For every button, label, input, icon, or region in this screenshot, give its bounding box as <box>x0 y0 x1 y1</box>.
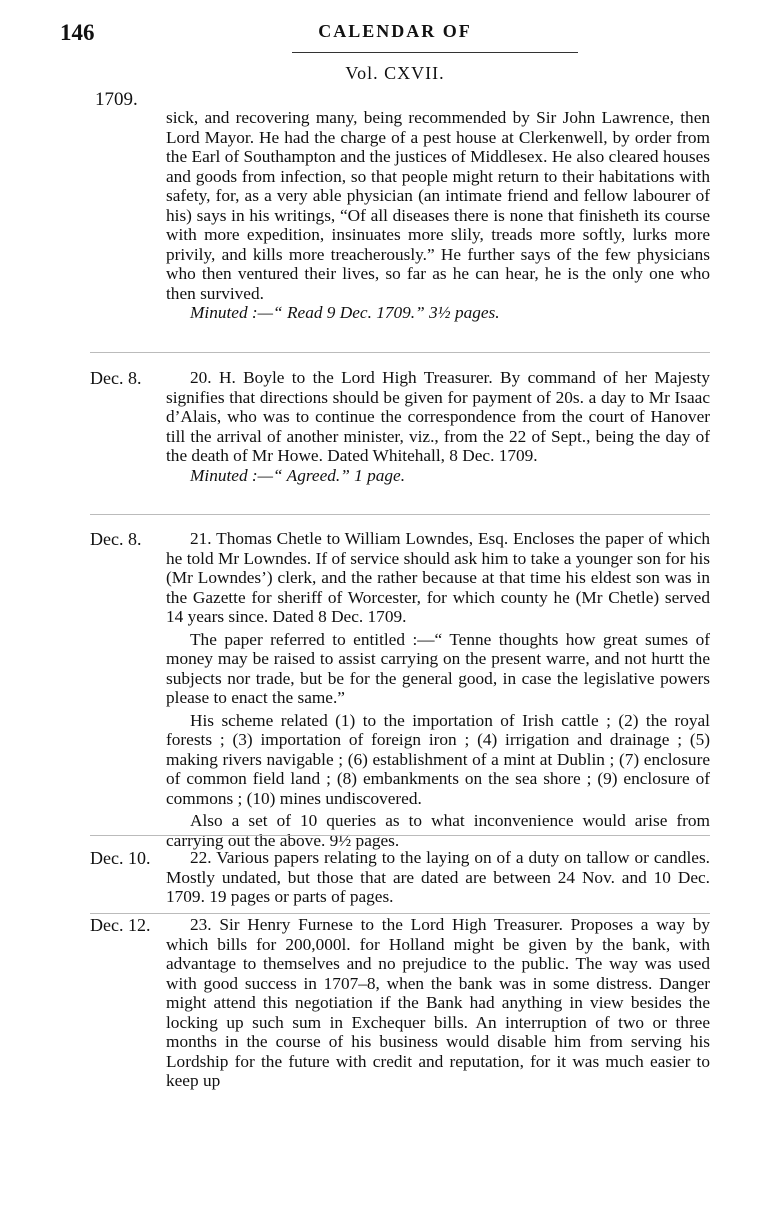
entry-separator <box>90 913 710 914</box>
entry-20 <box>166 368 710 485</box>
header-rule <box>292 52 578 53</box>
entry-23 <box>166 915 710 1091</box>
entry-paragraph: The paper referred to entitled :—“ Tenne thoughts how great sumes of money may be raised to assist carrying on the present warre, and not hurtt the subjects nor trade, but be for the general good, in case the legislative powers please to enact the same.” <box>166 629 710 707</box>
entry-paragraph: 22. Various papers relating to the laying on of a duty on tallow or candles. Mostly undated, but those that are dated are between 24 Nov. and 10 Dec. 1709. 19 pages or parts of pages. <box>166 848 710 906</box>
running-title: CALENDAR OF <box>318 21 472 41</box>
entry-separator <box>90 835 710 836</box>
entry-date: Dec. 10. <box>90 848 151 868</box>
continuation-text: sick, and recovering many, being recommended by Sir John Lawrence, then Lord Mayor. He had the charge of a pest house at Clerkenwell, by order from the Earl of Southampton and the justices of Middlesex. He also cleared houses and goods from infection, so that people might return to their habitations with safety, for, as a very able physician (an intimate friend and fellow labourer of his) says in his writings, “Of all diseases there is none that finisheth its course with more expedition, insinuates more slily, treads more softly, lurks more privily, and kills more treacherously.” He further says of the few physicians who then ventured their lives, so far as he can hear, he is the only one who then survived. <box>166 108 710 303</box>
entry-paragraph: 23. Sir Henry Furnese to the Lord High Treasurer. Proposes a way by which bills for 200,000l. for Holland might be given by the bank, with advantage to themselves and no prejudice to the public. The way was used with good success in 1707–8, when the bank was in some distress. Danger might attend this negotiation if the Bank had anything in view besides the locking up such sum in Exchequer bills. An interruption of two or three months in the course of his business would disable him from serving his Lordship for the future with credit and reputation, for it was much easier to keep up <box>166 915 710 1090</box>
entry-paragraph: His scheme related (1) to the importation of Irish cattle ; (2) the royal forests ; (3) importation of foreign iron ; (4) irrigation and drainage ; (5) making rivers navigable ; (6) establishment of a mint at Dublin ; (7) enclosure of common field land ; (8) embankments on the sea shore ; (9) enclosure of commons ; (10) mines undiscovered. <box>166 710 710 808</box>
entry-paragraph: Also a set of 10 queries as to what inconvenience would arise from carrying out the above. 9½ pages. <box>166 811 710 850</box>
entry-minuted: Minuted :—“ Agreed.” 1 page. <box>190 465 406 485</box>
entry-21 <box>166 529 710 850</box>
entry-22 <box>166 848 710 907</box>
continuation-minuted: Minuted :—“ Read 9 Dec. 1709.” 3½ pages. <box>190 303 500 322</box>
entry-separator <box>90 352 710 353</box>
volume-heading: Vol. CXVII. <box>345 63 445 83</box>
continuation-entry <box>166 108 710 323</box>
year-marginal: 1709. <box>95 89 138 110</box>
entry-paragraph: 20. H. Boyle to the Lord High Treasurer. By command of her Majesty signifies that directions should be given for payment of 20s. a day to Mr Isaac d’Alais, who was to continue the correspondence from the court of Hanover till the arrival of another minister, viz., from the 22 of Sept., being the day of the death of Mr Howe. Dated Whitehall, 8 Dec. 1709. <box>166 368 710 465</box>
entry-date: Dec. 8. <box>90 529 142 549</box>
page-number: 146 <box>60 20 95 45</box>
entry-date: Dec. 8. <box>90 368 142 388</box>
entry-date: Dec. 12. <box>90 915 151 935</box>
entry-separator <box>90 514 710 515</box>
entry-paragraph: 21. Thomas Chetle to William Lowndes, Esq. Encloses the paper of which he told Mr Lowndes. If of service should ask him to take a younger son for his (Mr Lowndes’) clerk, and the rather because at that time his eldest son was in the Gazette for sheriff of Worcester, for which county he (Mr Chetle) served 14 years since. Dated 8 Dec. 1709. <box>166 529 710 626</box>
